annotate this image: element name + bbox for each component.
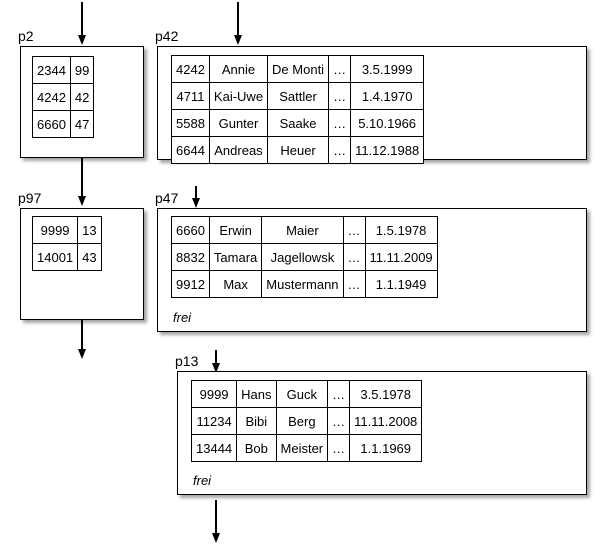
cell-lastname: Meister bbox=[276, 435, 328, 462]
table-row bbox=[192, 408, 422, 435]
cell-lastname: Saake bbox=[268, 110, 329, 137]
cell-key: 2344 bbox=[33, 57, 71, 84]
table-row bbox=[172, 110, 424, 137]
cell-firstname: Erwin bbox=[209, 217, 261, 244]
free-space-label-p47: frei bbox=[173, 310, 192, 325]
cell-lastname: Jagellowsk bbox=[262, 244, 343, 271]
table-row bbox=[33, 84, 94, 111]
cell-id: 4711 bbox=[172, 83, 210, 110]
table-row bbox=[33, 217, 102, 244]
cell-lastname: Berg bbox=[276, 408, 328, 435]
cell-pointer: 47 bbox=[70, 111, 93, 138]
cell-id: 13444 bbox=[192, 435, 237, 462]
cell-lastname: Sattler bbox=[268, 83, 329, 110]
cell-firstname: Bob bbox=[237, 435, 276, 462]
cell-ellipsis: … bbox=[328, 408, 350, 435]
cell-id: 6644 bbox=[172, 137, 210, 164]
table-row bbox=[33, 244, 102, 271]
cell-date: 11.11.2009 bbox=[365, 244, 437, 271]
table-row bbox=[192, 435, 422, 462]
cell-ellipsis: … bbox=[329, 83, 351, 110]
cell-firstname: Gunter bbox=[209, 110, 267, 137]
cell-id: 4242 bbox=[172, 56, 210, 83]
cell-firstname: Andreas bbox=[209, 137, 267, 164]
cell-id: 9912 bbox=[172, 271, 210, 298]
node-label-p13: p13 bbox=[175, 353, 199, 369]
cell-lastname: De Monti bbox=[268, 56, 329, 83]
cell-id: 9999 bbox=[192, 381, 237, 408]
cell-firstname: Hans bbox=[237, 381, 276, 408]
node-label-p97: p97 bbox=[18, 190, 42, 206]
cell-pointer: 13 bbox=[78, 217, 101, 244]
free-space-label-p13: frei bbox=[193, 473, 212, 488]
cell-date: 1.5.1978 bbox=[365, 217, 437, 244]
table-p47 bbox=[171, 216, 438, 298]
cell-id: 11234 bbox=[192, 408, 237, 435]
table-p97 bbox=[32, 216, 102, 271]
cell-lastname: Mustermann bbox=[262, 271, 343, 298]
table-row bbox=[172, 244, 438, 271]
cell-date: 1.4.1970 bbox=[351, 83, 424, 110]
cell-firstname: Tamara bbox=[209, 244, 261, 271]
cell-ellipsis: … bbox=[328, 435, 350, 462]
cell-ellipsis: … bbox=[329, 137, 351, 164]
table-row bbox=[172, 271, 438, 298]
table-p2 bbox=[32, 56, 94, 138]
cell-id: 8832 bbox=[172, 244, 210, 271]
cell-firstname: Annie bbox=[209, 56, 267, 83]
cell-date: 3.5.1978 bbox=[350, 381, 422, 408]
cell-key: 6660 bbox=[33, 111, 71, 138]
cell-lastname: Heuer bbox=[268, 137, 329, 164]
node-label-p42: p42 bbox=[155, 28, 179, 44]
cell-id: 6660 bbox=[172, 217, 210, 244]
cell-firstname: Kai-Uwe bbox=[209, 83, 267, 110]
cell-lastname: Guck bbox=[276, 381, 328, 408]
cell-firstname: Max bbox=[209, 271, 261, 298]
cell-key: 9999 bbox=[33, 217, 78, 244]
cell-firstname: Bibi bbox=[237, 408, 276, 435]
cell-pointer: 42 bbox=[70, 84, 93, 111]
node-label-p2: p2 bbox=[18, 28, 34, 44]
table-row bbox=[33, 57, 94, 84]
cell-key: 4242 bbox=[33, 84, 71, 111]
cell-ellipsis: … bbox=[329, 56, 351, 83]
cell-pointer: 99 bbox=[70, 57, 93, 84]
cell-id: 5588 bbox=[172, 110, 210, 137]
cell-lastname: Maier bbox=[262, 217, 343, 244]
cell-date: 1.1.1949 bbox=[365, 271, 437, 298]
table-row bbox=[172, 217, 438, 244]
cell-date: 11.12.1988 bbox=[351, 137, 424, 164]
cell-date: 5.10.1966 bbox=[351, 110, 424, 137]
cell-ellipsis: … bbox=[343, 217, 365, 244]
cell-date: 11.11.2008 bbox=[350, 408, 422, 435]
table-row bbox=[172, 56, 424, 83]
table-p42 bbox=[171, 55, 424, 164]
cell-ellipsis: … bbox=[343, 244, 365, 271]
cell-ellipsis: … bbox=[343, 271, 365, 298]
table-p13 bbox=[191, 380, 422, 462]
cell-ellipsis: … bbox=[329, 110, 351, 137]
cell-key: 14001 bbox=[33, 244, 78, 271]
table-row bbox=[33, 111, 94, 138]
table-row bbox=[172, 83, 424, 110]
node-label-p47: p47 bbox=[155, 190, 179, 206]
cell-date: 3.5.1999 bbox=[351, 56, 424, 83]
table-row bbox=[172, 137, 424, 164]
table-row bbox=[192, 381, 422, 408]
cell-ellipsis: … bbox=[328, 381, 350, 408]
cell-date: 1.1.1969 bbox=[350, 435, 422, 462]
cell-pointer: 43 bbox=[78, 244, 101, 271]
